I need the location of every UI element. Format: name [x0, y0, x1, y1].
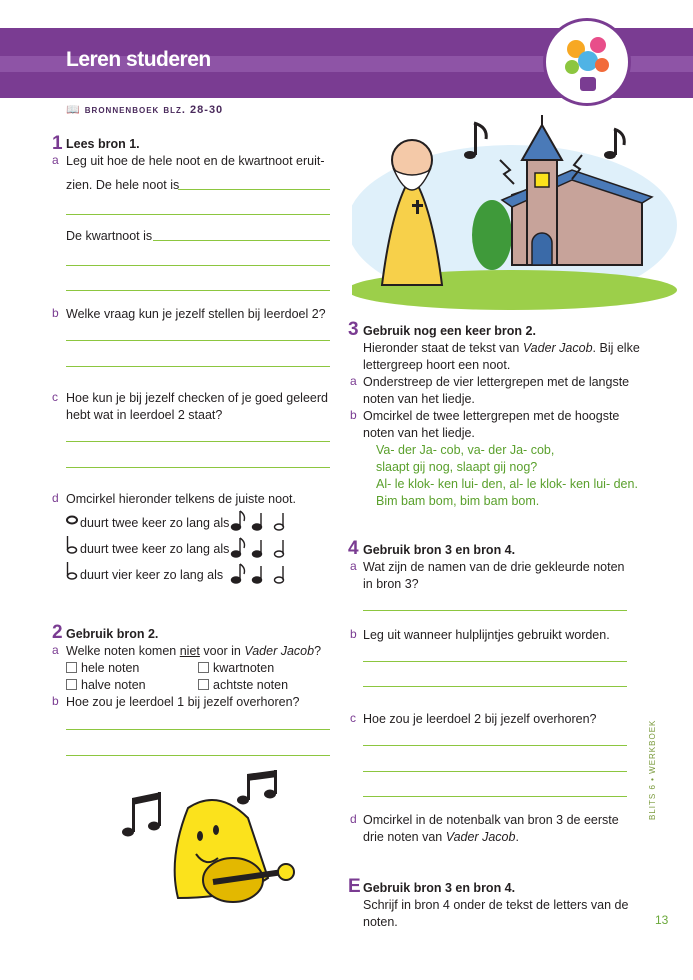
q5-text-2: noten. [363, 915, 398, 929]
q4a-label: a [350, 559, 357, 573]
q3b-text-2: noten van het liedje. [363, 426, 475, 440]
q4c-label: c [350, 711, 356, 725]
answer-line[interactable] [66, 729, 330, 730]
lyrics-line[interactable]: Al- le klok- ken lui- den, al- le klok- ken lui- den. [376, 477, 638, 491]
q4b-text: Leg uit wanneer hulplijntjes gebruikt worden. [363, 628, 610, 642]
q2-title: Gebruik bron 2. [66, 627, 159, 641]
q3-title: Gebruik nog een keer bron 2. [363, 324, 536, 338]
q1c-label: c [52, 390, 58, 404]
answer-line[interactable] [153, 240, 330, 241]
q1a-text-3: De kwartnoot is [66, 229, 153, 243]
note-choices [66, 510, 296, 590]
q4d-label: d [350, 812, 357, 826]
answer-line[interactable] [66, 467, 330, 468]
q1a-text-2: zien. De hele noot is [66, 178, 180, 192]
q3a-label: a [350, 374, 357, 388]
option-kwartnoten[interactable]: kwartnoten [198, 660, 274, 677]
answer-line[interactable] [363, 661, 627, 662]
q2b-label: b [52, 694, 59, 708]
q1a-text: Leg uit hoe de hele noot en de kwartnoot eruit- [66, 154, 325, 168]
checkbox[interactable] [66, 662, 77, 673]
whole-note-icon [66, 510, 80, 590]
checkbox[interactable] [198, 662, 209, 673]
q1d-text: Omcirkel hieronder telkens de juiste noot. [66, 492, 296, 506]
priest-church-illustration-icon [352, 115, 688, 310]
lightbulb-badge-icon [543, 18, 631, 106]
q2a-text: Welke noten komen niet voor in Vader Jacob? [66, 644, 322, 658]
page-number: 13 [655, 913, 669, 927]
checkbox[interactable] [66, 679, 77, 690]
answer-line[interactable] [66, 441, 330, 442]
q3a-text: Onderstreep de vier lettergrepen met de langste [363, 375, 630, 389]
page-title: Leren studeren [66, 48, 211, 71]
answer-line[interactable] [363, 771, 627, 772]
note-options-icon[interactable] [230, 510, 296, 590]
q1-title: Lees bron 1. [66, 137, 140, 151]
answer-line[interactable] [66, 340, 330, 341]
q1b-text: Welke vraag kun je jezelf stellen bij leerdoel 2? [66, 307, 326, 321]
q1a-label: a [52, 153, 59, 167]
q1c-text: Hoe kun je bij jezelf checken of je goed geleerd [66, 391, 328, 405]
q4d-text-2: drie noten van Vader Jacob. [363, 830, 519, 844]
q4b-label: b [350, 627, 357, 641]
answer-line[interactable] [363, 610, 627, 611]
option-hele-noten[interactable]: hele noten [66, 660, 139, 677]
q2-number: 2 [52, 622, 63, 643]
bell-illustration-icon [118, 770, 303, 930]
lyrics-line[interactable]: Va- der Ja- cob, va- der Ja- cob, [376, 443, 555, 457]
q1-number: 1 [52, 133, 63, 154]
q4-title: Gebruik bron 3 en bron 4. [363, 543, 516, 557]
answer-line[interactable] [66, 214, 330, 215]
q4a-text-2: in bron 3? [363, 577, 419, 591]
lyrics-line[interactable]: Bim bam bom, bim bam bom. [376, 494, 540, 508]
book-icon: 📖 [66, 104, 81, 116]
option-halve-noten[interactable]: halve noten [66, 677, 146, 694]
note-row-text: duurt twee keer zo lang als [80, 516, 230, 530]
answer-line[interactable] [66, 366, 330, 367]
q5-number: E [348, 876, 361, 897]
q4a-text: Wat zijn de namen van de drie gekleurde noten [363, 560, 625, 574]
lyrics-line[interactable]: slaapt gij nog, slaapt gij nog? [376, 460, 538, 474]
answer-line[interactable] [66, 265, 330, 266]
q3b-text: Omcirkel de twee lettergrepen met de hoogste [363, 409, 620, 423]
note-row-text: duurt vier keer zo lang als [80, 568, 224, 582]
answer-line[interactable] [363, 745, 627, 746]
checkbox[interactable] [198, 679, 209, 690]
answer-line[interactable] [66, 755, 330, 756]
option-achtste-noten[interactable]: achtste noten [198, 677, 288, 694]
answer-line[interactable] [178, 189, 330, 190]
series-label: BLITS 6 • WERKBOEK [648, 719, 657, 820]
q2a-label: a [52, 643, 59, 657]
answer-line[interactable] [66, 290, 330, 291]
q3-number: 3 [348, 319, 359, 340]
q4c-text: Hoe zou je leerdoel 2 bij jezelf overhoren? [363, 712, 597, 726]
q1c-text-2: hebt wat in leerdoel 2 staat? [66, 408, 223, 422]
q4d-text: Omcirkel in de notenbalk van bron 3 de eerste [363, 813, 619, 827]
q4-number: 4 [348, 538, 359, 559]
answer-line[interactable] [363, 686, 627, 687]
q5-text: Schrijf in bron 4 onder de tekst de letters van de [363, 898, 629, 912]
q1d-label: d [52, 491, 59, 505]
q5-title: Gebruik bron 3 en bron 4. [363, 881, 516, 895]
q1b-label: b [52, 306, 59, 320]
q2b-text: Hoe zou je leerdoel 1 bij jezelf overhoren? [66, 695, 300, 709]
note-row-text: duurt twee keer zo lang als [80, 542, 230, 556]
q3a-text-2: noten van het liedje. [363, 392, 475, 406]
q3-intro: Hieronder staat de tekst van Vader Jacob. Bij elke [363, 341, 640, 355]
q3-intro-2: lettergreep hoort een noot. [363, 358, 511, 372]
q3b-label: b [350, 408, 357, 422]
source-reference: 📖 bronnenboek blz. 28-30 [66, 104, 224, 116]
answer-line[interactable] [363, 796, 627, 797]
